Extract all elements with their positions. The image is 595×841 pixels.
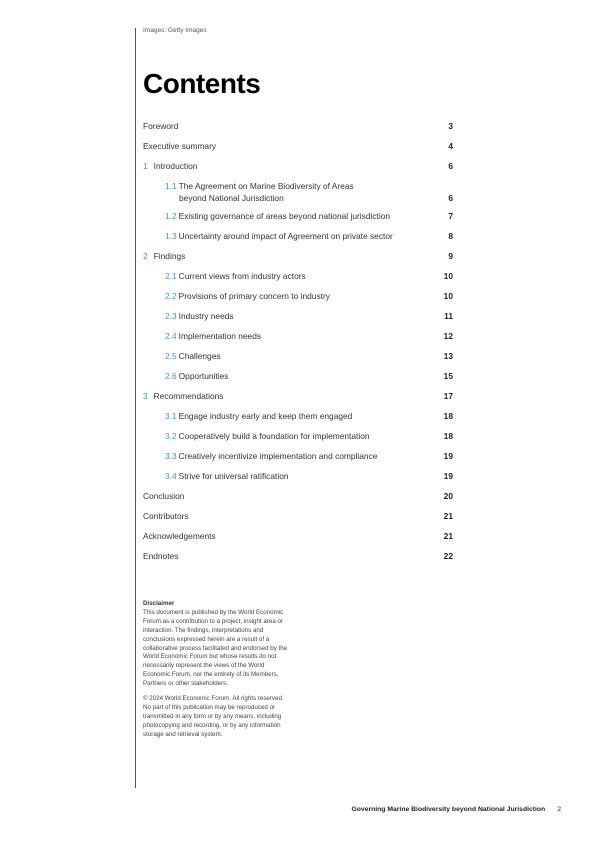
toc-entry[interactable] [143, 159, 453, 179]
toc-entry-title [165, 350, 435, 362]
toc-entry-title [143, 250, 413, 262]
toc-entry-title [143, 490, 413, 502]
toc-entry-page: 21 [443, 511, 453, 521]
toc-entry-text: Existing governance of areas beyond national jurisdiction [178, 211, 391, 221]
table-of-contents [143, 119, 453, 569]
toc-entry-text: Executive summary [143, 141, 217, 151]
toc-entry-text: Acknowledgements [143, 531, 216, 541]
toc-entry-page: 12 [443, 331, 453, 341]
toc-entry-page: 20 [443, 491, 453, 501]
toc-entry-page: 9 [448, 251, 453, 261]
toc-entry-number: 3.3 [165, 451, 177, 461]
toc-entry-page: 7 [448, 211, 453, 221]
toc-entry[interactable] [143, 489, 453, 509]
toc-entry-title [165, 310, 435, 322]
toc-entry-number: 2.5 [165, 351, 177, 361]
toc-entry-number: 3.1 [165, 411, 177, 421]
toc-entry-page: 4 [448, 141, 453, 151]
toc-entry-page: 6 [448, 193, 453, 203]
toc-entry[interactable] [143, 139, 453, 159]
toc-entry[interactable] [143, 349, 453, 369]
disclaimer-heading: Disclaimer [143, 600, 175, 607]
page-title: Contents [143, 68, 261, 99]
toc-entry-number: 2.3 [165, 311, 177, 321]
toc-entry[interactable] [143, 549, 453, 569]
toc-entry-title [165, 370, 435, 382]
toc-entry-number: 1.2 [165, 211, 177, 221]
toc-entry-text: Creatively incentivize implementation and compliance [178, 451, 378, 461]
toc-entry-page: 10 [443, 271, 453, 281]
toc-entry[interactable] [143, 449, 453, 469]
copyright-notice: © 2024 World Economic Forum. All rights reserved. No part of this publication may be reproduced or transmitted in any form or by any means, including photocopying and recording, or by any information storage and retrieval system. [143, 695, 284, 738]
toc-entry[interactable] [143, 289, 453, 309]
toc-entry[interactable] [143, 329, 453, 349]
toc-entry-text: Cooperatively build a foundation for implementation [178, 431, 370, 441]
toc-entry-title [165, 180, 435, 204]
toc-entry-text: Conclusion [143, 491, 185, 501]
toc-entry-page: 17 [443, 391, 453, 401]
toc-entry-title [165, 450, 435, 462]
toc-entry-number: 2.4 [165, 331, 177, 341]
toc-entry[interactable] [143, 369, 453, 389]
toc-entry-text: The Agreement on Marine Biodiversity of Areas [178, 181, 354, 191]
toc-entry-text: Opportunities [178, 371, 229, 381]
footer-page-number: 2 [557, 806, 561, 813]
page-footer [351, 806, 561, 813]
toc-entry[interactable] [143, 229, 453, 249]
toc-entry[interactable] [143, 469, 453, 489]
disclaimer-body: This document is published by the World Economic Forum as a contribution to a project, insight area or interaction. The findings, interpretations and conclusions expressed herein are a result of a collaborative process facilitated and endorsed by the World Economic Forum but whose results do not necessarily represent the views of the World Economic Forum, nor the entirety of its Members, Partners or other stakeholders. [143, 608, 288, 688]
disclaimer [143, 600, 293, 746]
toc-entry-title [165, 290, 435, 302]
toc-entry-text: Findings [153, 251, 186, 261]
toc-entry[interactable] [143, 529, 453, 549]
toc-entry-text: Provisions of primary concern to industry [178, 291, 330, 301]
toc-entry-text: Endnotes [143, 551, 179, 561]
toc-entry-page: 15 [443, 371, 453, 381]
toc-entry-page: 19 [443, 451, 453, 461]
toc-entry-title [143, 120, 413, 132]
toc-entry-number: 2 [143, 251, 148, 261]
toc-entry-text: Uncertainty around impact of Agreement on private sector [178, 231, 393, 241]
toc-entry-number: 2.1 [165, 271, 177, 281]
toc-entry[interactable] [143, 209, 453, 229]
toc-entry-page: 11 [444, 311, 453, 321]
toc-entry-title [143, 510, 413, 522]
toc-entry[interactable] [143, 269, 453, 289]
toc-entry-page: 10 [443, 291, 453, 301]
toc-entry-number: 3.4 [165, 471, 177, 481]
margin-rule [135, 28, 136, 788]
toc-entry-title [165, 470, 435, 482]
toc-entry-page: 18 [443, 431, 453, 441]
toc-entry-title [143, 530, 413, 542]
toc-entry[interactable] [143, 509, 453, 529]
toc-entry-title [143, 550, 413, 562]
toc-entry-title [165, 410, 435, 422]
toc-entry[interactable] [143, 389, 453, 409]
toc-entry-title [165, 270, 435, 282]
toc-entry-title [165, 230, 435, 242]
toc-entry-text: Challenges [178, 351, 221, 361]
toc-entry-text: Contributors [143, 511, 189, 521]
toc-entry-text-continued: beyond National Jurisdiction [179, 193, 284, 203]
toc-entry-text: Foreword [143, 121, 179, 131]
toc-entry-page: 6 [448, 161, 453, 171]
footer-title: Governing Marine Biodiversity beyond National Jurisdiction [351, 806, 546, 813]
toc-entry-title [165, 430, 435, 442]
toc-entry-title [143, 390, 413, 402]
toc-entry[interactable] [143, 309, 453, 329]
toc-entry-number: 3.2 [165, 431, 177, 441]
toc-entry-number: 1.3 [165, 231, 177, 241]
toc-entry-text: Current views from industry actors [178, 271, 306, 281]
toc-entry-title [143, 140, 413, 152]
toc-entry-text: Introduction [153, 161, 198, 171]
toc-entry[interactable] [143, 249, 453, 269]
toc-entry[interactable] [143, 119, 453, 139]
toc-entry-text: Implementation needs [178, 331, 262, 341]
toc-entry-number: 1.1 [165, 181, 177, 191]
toc-entry[interactable] [143, 179, 453, 209]
toc-entry-page: 3 [448, 121, 453, 131]
toc-entry-number: 2.6 [165, 371, 177, 381]
image-credit: Images: Getty Images [143, 27, 207, 34]
toc-entry-text: Strive for universal ratification [178, 471, 289, 481]
toc-entry-title [143, 160, 413, 172]
toc-entry-page: 22 [443, 551, 453, 561]
toc-entry-title [165, 330, 435, 342]
toc-entry-text: Recommendations [153, 391, 224, 401]
toc-entry-page: 21 [443, 531, 453, 541]
toc-entry-number: 2.2 [165, 291, 177, 301]
toc-entry[interactable] [143, 429, 453, 449]
toc-entry-text: Engage industry early and keep them engaged [178, 411, 353, 421]
toc-entry-number: 3 [143, 391, 148, 401]
toc-entry-number: 1 [143, 161, 148, 171]
toc-entry-page: 19 [443, 471, 453, 481]
toc-entry-page: 18 [443, 411, 453, 421]
toc-entry-title [165, 210, 435, 222]
toc-entry[interactable] [143, 409, 453, 429]
toc-entry-page: 8 [448, 231, 453, 241]
toc-entry-text: Industry needs [178, 311, 234, 321]
toc-entry-page: 13 [443, 351, 453, 361]
